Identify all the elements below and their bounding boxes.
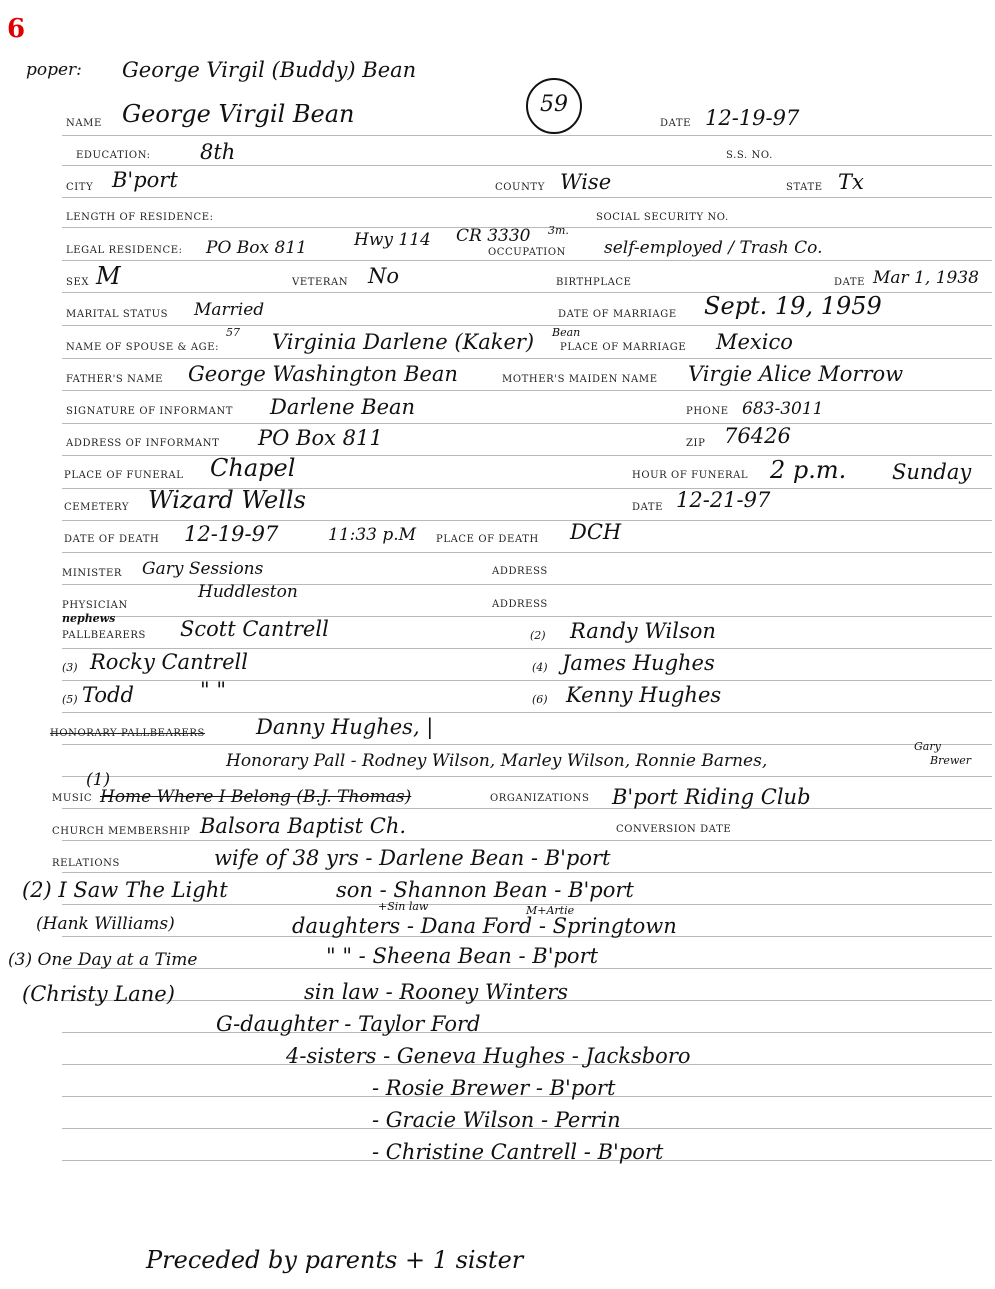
- music-struck: Home Where I Belong (B.J. Thomas): [100, 787, 412, 807]
- relation-item: - Gracie Wilson - Perrin: [372, 1108, 621, 1132]
- pallbearer-4-num: (4): [532, 661, 548, 674]
- form-rule: [62, 840, 992, 841]
- preceded-by-note: Preceded by parents + 1 sister: [146, 1246, 524, 1274]
- organizations-value: B'port Riding Club: [612, 785, 811, 809]
- education-value: 8th: [200, 140, 236, 164]
- pallbearer-5-ditto: " ": [200, 678, 226, 702]
- relation-note-artie: M+Artie: [526, 904, 575, 917]
- honorary-brewer: Brewer: [930, 754, 972, 767]
- music-song-3: (3) One Day at a Time: [8, 950, 198, 970]
- conversion-date-label: CONVERSION DATE: [616, 824, 732, 835]
- cemetery-value: Wizard Wells: [148, 486, 306, 514]
- music-number: (1): [86, 770, 111, 790]
- music-label: MUSIC: [52, 793, 93, 804]
- name-value: George Virgil Bean: [122, 100, 355, 128]
- relation-note-sin-law: +Sin law: [378, 900, 429, 913]
- occupation-value: self-employed / Trash Co.: [604, 238, 823, 258]
- physician-address-label: ADDRESS: [492, 599, 548, 610]
- organizations-label: ORGANIZATIONS: [490, 793, 590, 804]
- church-membership-value: Balsora Baptist Ch.: [200, 814, 407, 838]
- sex-label: SEX: [66, 277, 90, 288]
- marriage-date-label: DATE OF MARRIAGE: [558, 309, 677, 320]
- mother-label: MOTHER'S MAIDEN NAME: [502, 374, 658, 385]
- funeral-place-label: PLACE OF FUNERAL: [64, 470, 184, 481]
- veteran-label: VETERAN: [292, 277, 349, 288]
- form-rule: [62, 165, 992, 166]
- relation-item: 4-sisters - Geneva Hughes - Jacksboro: [286, 1044, 691, 1068]
- legal-cr: CR 3330: [456, 226, 531, 246]
- birth-date-value: Mar 1, 1938: [873, 268, 979, 288]
- legal-residence-label: LEGAL RESIDENCE:: [66, 245, 183, 256]
- form-rule: [62, 648, 992, 649]
- zip-value: 76426: [724, 424, 791, 448]
- pallbearer-3: Rocky Cantrell: [90, 650, 248, 674]
- zip-label: ZIP: [686, 438, 706, 449]
- physician-value: Huddleston: [198, 582, 298, 602]
- honorary-pallbearers-label: HONORARY PALLBEARERS: [50, 728, 206, 739]
- form-rule: [62, 135, 992, 136]
- music-song-2: (2) I Saw The Light: [22, 878, 228, 902]
- phone-label: PHONE: [686, 406, 729, 417]
- death-date-label: DATE OF DEATH: [64, 534, 160, 545]
- legal-3m: 3m.: [548, 224, 569, 237]
- form-rule: [62, 552, 992, 553]
- sex-value: M: [96, 262, 121, 290]
- length-residence-label: LENGTH OF RESIDENCE:: [66, 212, 214, 223]
- marital-status-value: Married: [194, 300, 265, 320]
- form-rule: [62, 712, 992, 713]
- county-value: Wise: [560, 170, 612, 194]
- minister-label: MINISTER: [62, 568, 123, 579]
- form-rule: [62, 423, 992, 424]
- city-label: CITY: [66, 182, 94, 193]
- informant-address-value: PO Box 811: [258, 426, 383, 450]
- funeral-hour-label: HOUR OF FUNERAL: [632, 470, 749, 481]
- pallbearer-1: Scott Cantrell: [180, 617, 329, 641]
- relation-item: wife of 38 yrs - Darlene Bean - B'port: [214, 846, 611, 870]
- form-rule: [62, 520, 992, 521]
- honorary-value: Danny Hughes, |: [256, 715, 434, 739]
- funeral-hour-value: 2 p.m.: [770, 456, 847, 484]
- form-rule: [62, 325, 992, 326]
- father-value: George Washington Bean: [188, 362, 458, 386]
- form-rule: [62, 776, 992, 777]
- form-rule: [62, 358, 992, 359]
- honorary-line-2: Honorary Pall - Rodney Wilson, Marley Wilson, Ronnie Barnes,: [226, 751, 768, 771]
- minister-address-label: ADDRESS: [492, 566, 548, 577]
- death-place-value: DCH: [570, 520, 622, 544]
- death-date-value: 12-19-97: [184, 522, 279, 546]
- name-label: NAME: [66, 118, 102, 129]
- form-rule: [62, 390, 992, 391]
- state-label: STATE: [786, 182, 823, 193]
- education-label: EDUCATION:: [76, 150, 151, 161]
- pallbearer-6: Kenny Hughes: [566, 683, 722, 707]
- page-number: 6: [7, 14, 26, 44]
- cemetery-label: CEMETERY: [64, 502, 130, 513]
- state-value: Tx: [838, 170, 864, 194]
- phone-value: 683-3011: [742, 399, 824, 419]
- music-artist-2: (Hank Williams): [36, 914, 175, 934]
- relation-item: - Rosie Brewer - B'port: [372, 1076, 616, 1100]
- county-label: COUNTY: [495, 182, 545, 193]
- relation-item: " " - Sheena Bean - B'port: [326, 944, 599, 968]
- marriage-date-value: Sept. 19, 1959: [704, 292, 882, 320]
- birth-date-label: DATE: [834, 277, 866, 288]
- social-security-label: SOCIAL SECURITY NO.: [596, 212, 729, 223]
- city-value: B'port: [112, 168, 178, 192]
- marital-status-label: MARITAL STATUS: [66, 309, 169, 320]
- ss-no-label: S.S. NO.: [726, 150, 773, 161]
- cemetery-date-value: 12-21-97: [676, 488, 771, 512]
- church-membership-label: CHURCH MEMBERSHIP: [52, 826, 191, 837]
- poper-value: George Virgil (Buddy) Bean: [122, 58, 417, 82]
- relation-item: daughters - Dana Ford - Springtown: [292, 914, 677, 938]
- minister-value: Gary Sessions: [142, 559, 264, 579]
- form-rule: [62, 197, 992, 198]
- relations-label: RELATIONS: [52, 858, 120, 869]
- form-rule: [62, 1032, 992, 1033]
- poper-label: poper:: [26, 60, 82, 80]
- pallbearers-label: PALLBEARERS: [62, 630, 146, 641]
- pallbearer-2: Randy Wilson: [570, 619, 716, 643]
- pallbearers-note: nephews: [62, 612, 116, 625]
- funeral-place-value: Chapel: [210, 454, 296, 482]
- informant-signature-label: SIGNATURE OF INFORMANT: [66, 406, 234, 417]
- pallbearer-2-num: (2): [530, 629, 546, 642]
- informant-signature-value: Darlene Bean: [270, 395, 416, 419]
- form-rule: [62, 808, 992, 809]
- marriage-place-value: Mexico: [716, 330, 793, 354]
- cemetery-date-label: DATE: [632, 502, 664, 513]
- honorary-gary: Gary: [914, 740, 941, 753]
- legal-residence-value: PO Box 811: [206, 238, 307, 258]
- death-time: 11:33 p.M: [328, 525, 417, 545]
- birthplace-label: BIRTHPLACE: [556, 277, 632, 288]
- pallbearer-6-num: (6): [532, 693, 548, 706]
- spouse-age: 57: [226, 326, 240, 339]
- informant-address-label: ADDRESS OF INFORMANT: [66, 438, 220, 449]
- date-label: DATE: [660, 118, 692, 129]
- physician-label: PHYSICIAN: [62, 600, 128, 611]
- circled-number: 59: [526, 78, 582, 134]
- death-place-label: PLACE OF DEATH: [436, 534, 539, 545]
- relation-item: - Christine Cantrell - B'port: [372, 1140, 664, 1164]
- funeral-day: Sunday: [892, 460, 972, 484]
- relation-item: G-daughter - Taylor Ford: [216, 1012, 481, 1036]
- pallbearer-4: James Hughes: [562, 651, 715, 675]
- legal-hwy: Hwy 114: [354, 230, 431, 250]
- mother-value: Virgie Alice Morrow: [688, 362, 904, 386]
- occupation-label: OCCUPATION: [488, 247, 566, 258]
- father-label: FATHER'S NAME: [66, 374, 164, 385]
- form-rule: [62, 872, 992, 873]
- form-rule: [62, 744, 992, 745]
- pallbearer-5-num: (5): [62, 693, 78, 706]
- relation-item: son - Shannon Bean - B'port: [336, 878, 634, 902]
- form-rule: [62, 968, 992, 969]
- form-rule: [62, 455, 992, 456]
- pallbearer-5: Todd: [82, 683, 134, 707]
- veteran-value: No: [368, 264, 400, 288]
- pallbearer-3-num: (3): [62, 661, 78, 674]
- marriage-place-label: PLACE OF MARRIAGE: [560, 342, 687, 353]
- spouse-label: NAME OF SPOUSE & AGE:: [66, 342, 220, 353]
- spouse-value: Virginia Darlene (Kaker): [272, 330, 535, 354]
- form-rule: [62, 260, 992, 261]
- music-artist-3: (Christy Lane): [22, 982, 175, 1006]
- date-value: 12-19-97: [705, 106, 800, 130]
- relation-item: sin law - Rooney Winters: [304, 980, 569, 1004]
- spouse-bean: Bean: [552, 326, 581, 339]
